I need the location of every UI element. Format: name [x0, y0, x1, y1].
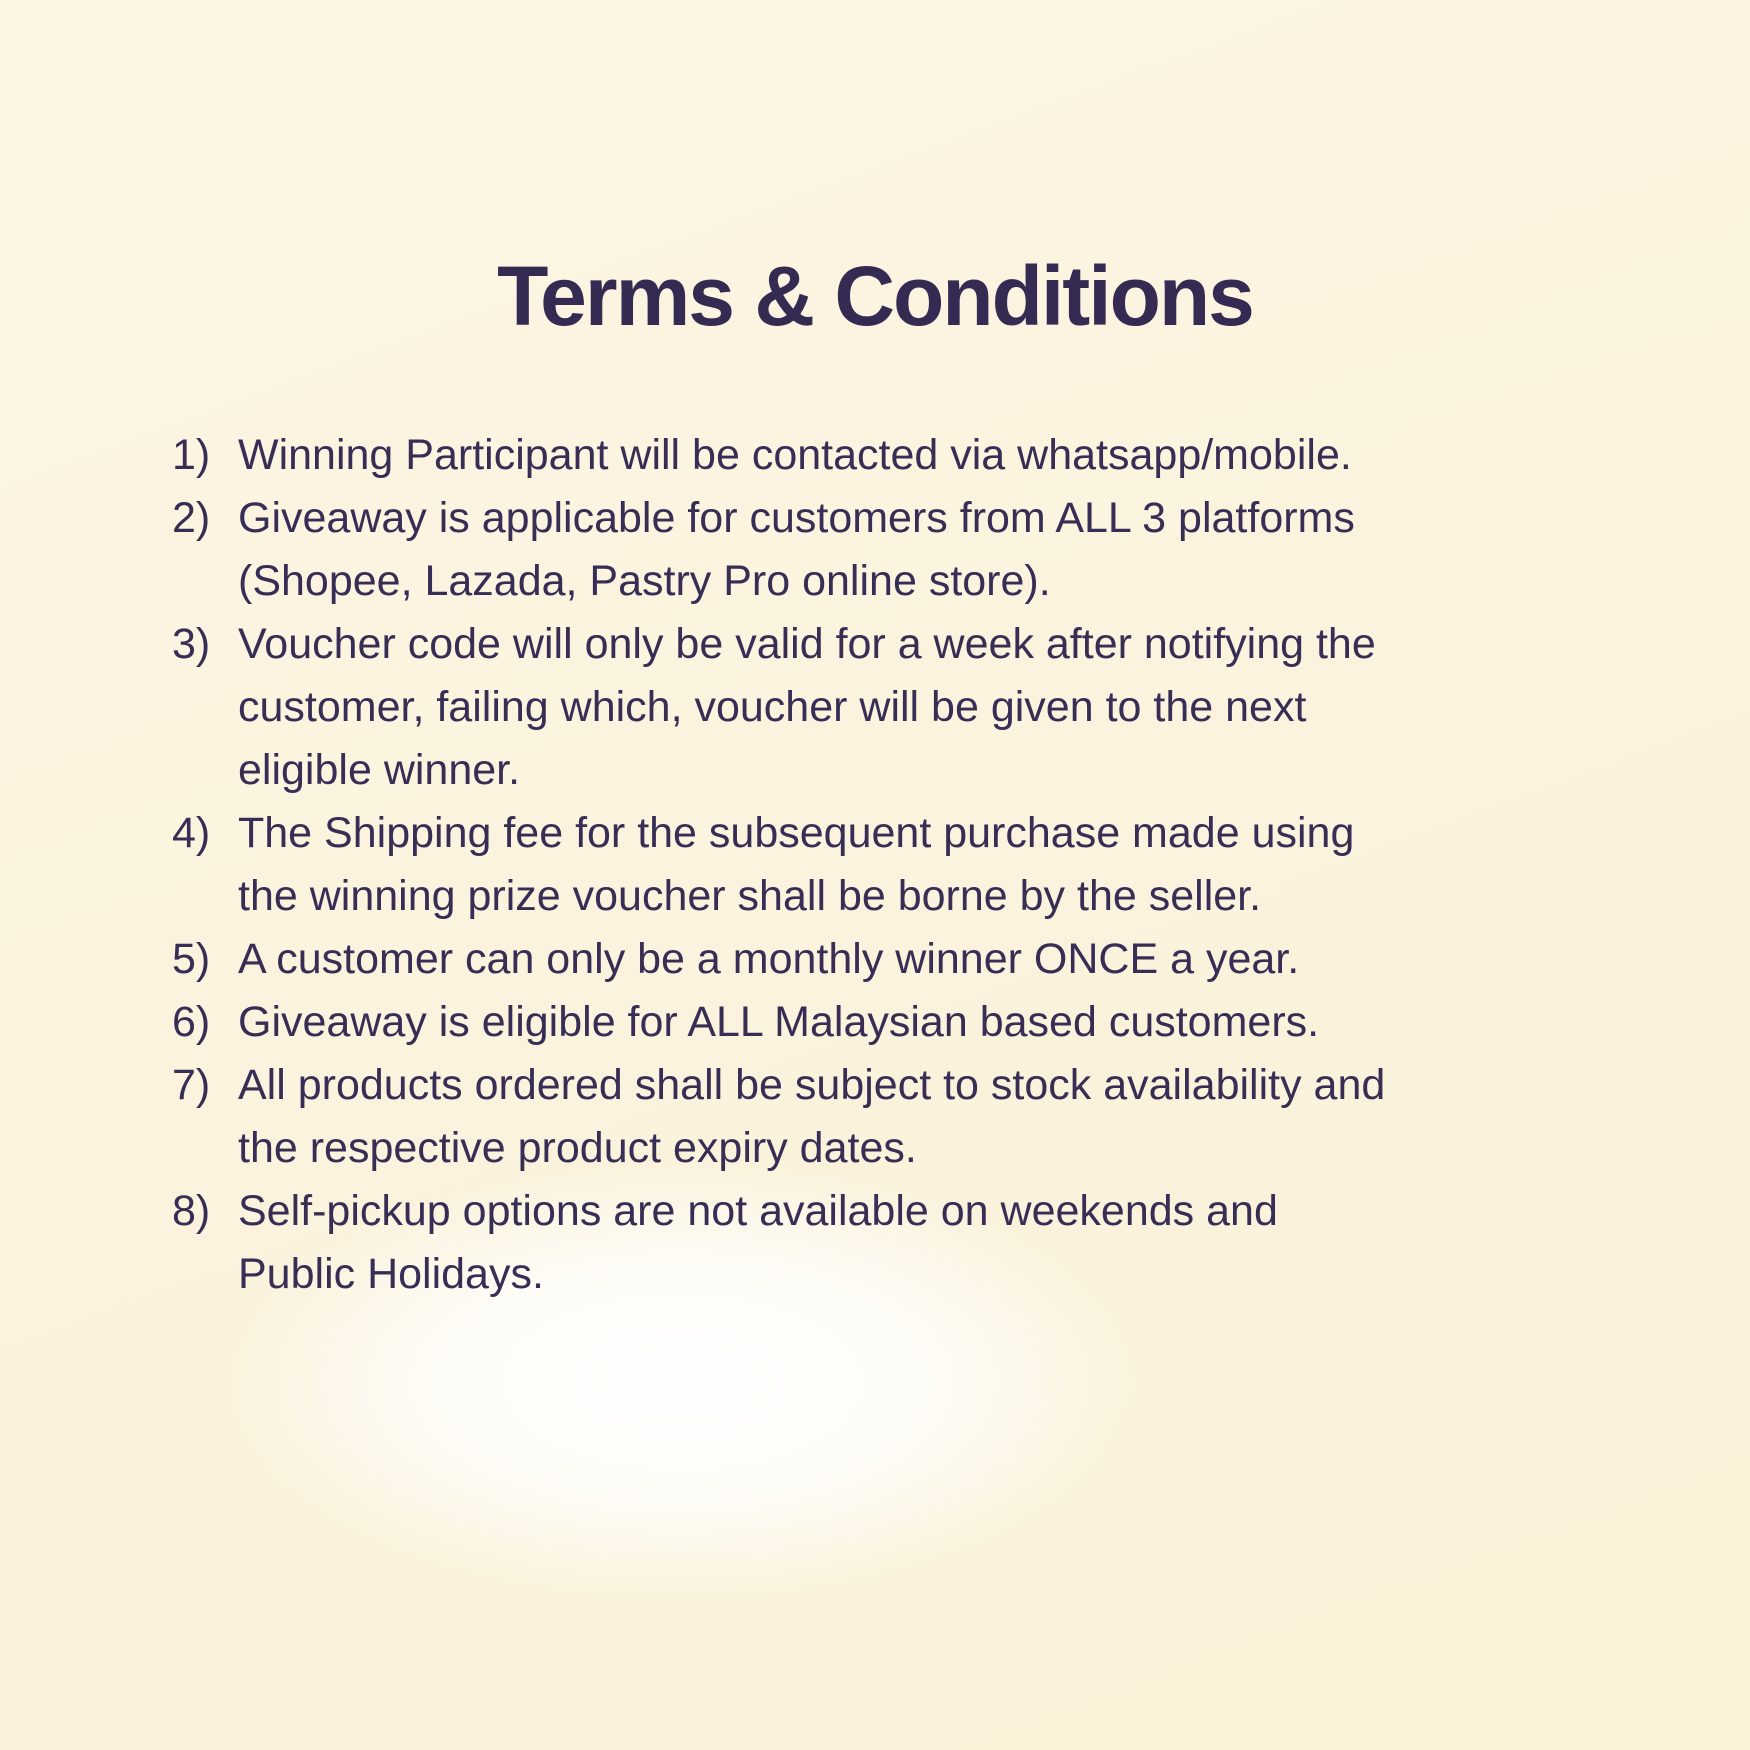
term-line: All products ordered shall be subject to stock availability and — [238, 1061, 1386, 1109]
term-line: Public Holidays. — [238, 1250, 544, 1298]
term-text — [238, 424, 1610, 487]
term-text — [238, 487, 1610, 613]
term-number: 4) — [172, 809, 211, 857]
term-line: (Shopee, Lazada, Pastry Pro online store). — [238, 557, 1051, 605]
term-number: 8) — [172, 1187, 211, 1235]
term-text — [238, 1054, 1610, 1180]
term-line: the winning prize voucher shall be borne by the seller. — [238, 872, 1262, 920]
term-number: 7) — [172, 1061, 211, 1109]
term-line: Self-pickup options are not available on weekends and — [238, 1187, 1278, 1235]
term-item-8 — [172, 1180, 1610, 1306]
term-item-7 — [172, 1054, 1610, 1180]
term-line: the respective product expiry dates. — [238, 1124, 917, 1172]
terms-list — [172, 424, 1610, 1306]
term-line: Winning Participant will be contacted via whatsapp/mobile. — [238, 431, 1352, 479]
term-item-6 — [172, 991, 1610, 1054]
term-item-3 — [172, 613, 1610, 802]
term-item-2 — [172, 487, 1610, 613]
term-line: customer, failing which, voucher will be given to the next — [238, 683, 1307, 731]
page-title: Terms & Conditions — [497, 249, 1253, 344]
term-number: 3) — [172, 620, 211, 668]
term-number: 1) — [172, 431, 211, 479]
term-item-4 — [172, 802, 1610, 928]
term-number: 2) — [172, 494, 211, 542]
term-text — [238, 991, 1610, 1054]
term-line: Giveaway is eligible for ALL Malaysian based customers. — [238, 998, 1320, 1046]
term-item-1 — [172, 424, 1610, 487]
term-text — [238, 928, 1610, 991]
term-text — [238, 802, 1610, 928]
term-item-5 — [172, 928, 1610, 991]
term-line: Voucher code will only be valid for a week after notifying the — [238, 620, 1376, 668]
term-text — [238, 1180, 1610, 1306]
term-text — [238, 613, 1610, 802]
term-line: A customer can only be a monthly winner ONCE a year. — [238, 935, 1300, 983]
term-line: Giveaway is applicable for customers from ALL 3 platforms — [238, 494, 1355, 542]
term-line: eligible winner. — [238, 746, 521, 794]
term-line: The Shipping fee for the subsequent purchase made using — [238, 809, 1355, 857]
term-number: 6) — [172, 998, 211, 1046]
term-number: 5) — [172, 935, 211, 983]
